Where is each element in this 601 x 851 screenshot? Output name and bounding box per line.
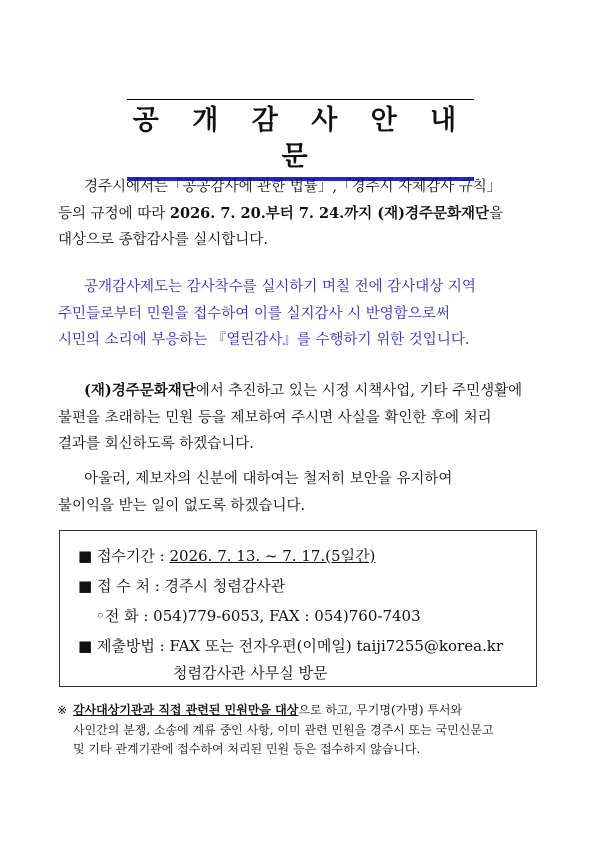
place-row: ■ 접 수 처 : 경주시 청렴감사관 [78, 577, 286, 595]
period-label: ■ 접수기간 : [78, 547, 170, 565]
intro-line-3: 대상으로 종합감사를 실시합니다. [58, 232, 268, 248]
intro-line-2-suffix: 을 [489, 205, 504, 222]
note-line-3: 및 기타 관계기관에 접수하여 처리된 민원 등은 접수하지 않습니다. [73, 742, 421, 756]
note-mark: ※ [57, 703, 68, 717]
system-line-3: 시민의 소리에 부응하는 『열린감사』를 수행하기 위한 것입니다. [58, 332, 470, 348]
note-line-1-rest: 으로 하고, 무기명(가명) 투서와 [298, 703, 463, 717]
system-line-2: 주민들로부터 민원을 접수하여 이를 실지감사 시 반영함으로써 [58, 305, 450, 322]
title-block [127, 99, 474, 181]
intro-line-2-prefix: 등의 규정에 따라 [58, 205, 170, 222]
visit-row: 청렴감사관 사무실 방문 [173, 664, 328, 682]
report-line-1 [58, 378, 546, 405]
intro-line-2 [58, 201, 546, 228]
report-line-2: 불편을 초래하는 민원 등을 제보하여 주시면 사실을 확인한 후에 처리 [58, 409, 492, 426]
audit-period-text: 2026. 7. 20.부터 7. 24.까지 (재)경주문화재단 [169, 204, 490, 222]
system-paragraph [58, 274, 546, 354]
phone-row: ◦전 화 : 054)779-6053, FAX : 054)760-7403 [96, 607, 421, 625]
intro-paragraph [58, 174, 546, 254]
note-line-1 [57, 701, 549, 721]
period-row [78, 545, 375, 566]
submission-info-box [59, 530, 537, 687]
method-row: ■ 제출방법 : FAX 또는 전자우편(이메일) taiji7255@korea.kr [78, 637, 504, 655]
privacy-line-1: 아울러, 제보자의 신분에 대하여는 철저히 보안을 유지하여 [84, 471, 453, 487]
report-paragraph [58, 378, 546, 458]
foundation-name: (재)경주문화재단 [84, 382, 196, 399]
title-top-rule [127, 99, 474, 100]
privacy-line-2: 불이익을 받는 일이 없도록 하겠습니다. [58, 497, 306, 514]
report-line-1-rest: 에서 추진하고 있는 시정 시책사업, 기타 주민생활에 [195, 383, 523, 399]
note-line-2: 사인간의 분쟁, 소송에 계류 중인 사항, 이미 관련 민원을 경주시 또는 국민신문고 [73, 722, 494, 737]
report-line-3: 결과를 회신하도록 하겠습니다. [58, 436, 254, 452]
system-line-1: 공개감사제도는 감사착수를 실시하기 며칠 전에 감사대상 지역 [84, 279, 476, 295]
intro-line-1: 경주시에서는「공공감사에 관한 법률」,「경주시 자체감사 규칙」 [84, 179, 502, 195]
page-title: 공 개 감 사 안 내 문 [132, 105, 469, 172]
privacy-paragraph [58, 466, 546, 519]
notice-footnote [57, 701, 549, 760]
note-emphasis: 감사대상기관과 직접 관련된 민원만을 대상 [73, 703, 299, 717]
period-value: 2026. 7. 13. ~ 7. 17.(5일간) [169, 547, 376, 565]
